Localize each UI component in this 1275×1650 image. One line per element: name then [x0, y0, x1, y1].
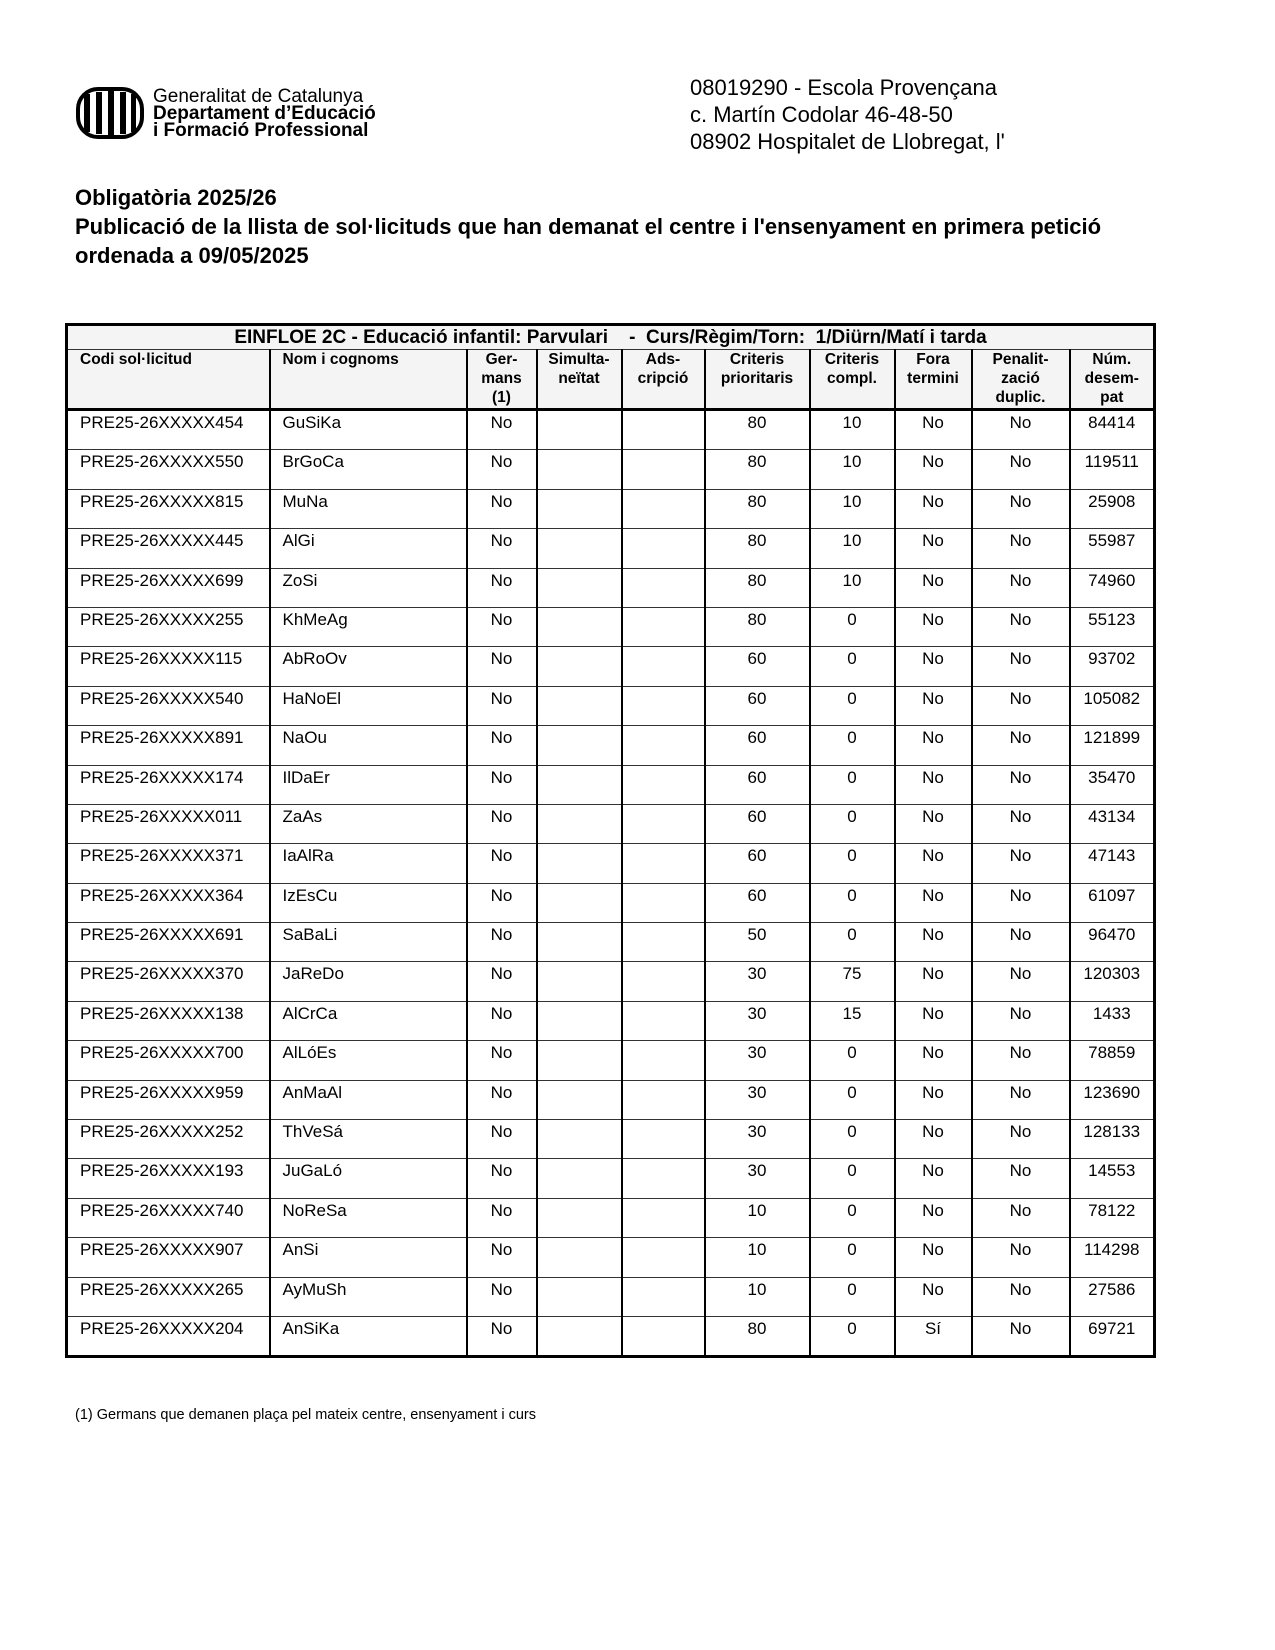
table-cell: 15 — [810, 1001, 895, 1040]
table-cell: No — [467, 1080, 537, 1119]
table-row — [67, 1080, 1155, 1119]
table-cell — [622, 489, 705, 528]
table-cell: No — [467, 962, 537, 1001]
table-cell: No — [972, 607, 1070, 646]
table-cell: PRE25-26XXXXX138 — [67, 1001, 270, 1040]
table-cell: 78859 — [1070, 1041, 1155, 1080]
table-cell: 61097 — [1070, 883, 1155, 922]
table-cell: PRE25-26XXXXX700 — [67, 1041, 270, 1080]
table-cell: PRE25-26XXXXX550 — [67, 450, 270, 489]
table-cell: No — [972, 883, 1070, 922]
table-cell: PRE25-26XXXXX445 — [67, 529, 270, 568]
table-cell — [537, 923, 622, 962]
table-cell: No — [972, 844, 1070, 883]
table-cell: 0 — [810, 1120, 895, 1159]
table-cell: 60 — [705, 647, 810, 686]
table-cell — [537, 686, 622, 725]
table-cell: 0 — [810, 1238, 895, 1277]
table-cell: PRE25-26XXXXX255 — [67, 607, 270, 646]
table-cell: ZoSi — [270, 568, 467, 607]
logo-line-1: Generalitat de Catalunya — [153, 85, 364, 107]
table-cell: No — [972, 765, 1070, 804]
table-cell: 30 — [705, 1080, 810, 1119]
table-cell: 123690 — [1070, 1080, 1155, 1119]
table-cell: No — [895, 765, 972, 804]
table-cell: JuGaLó — [270, 1159, 467, 1198]
table-cell: IaAlRa — [270, 844, 467, 883]
table-cell: No — [467, 726, 537, 765]
table-cell — [537, 765, 622, 804]
table-cell — [622, 1120, 705, 1159]
table-cell: No — [895, 607, 972, 646]
table-cell: PRE25-26XXXXX959 — [67, 1080, 270, 1119]
table-cell: No — [972, 1277, 1070, 1316]
table-cell: 96470 — [1070, 923, 1155, 962]
table-row — [67, 450, 1155, 489]
table-cell: NoReSa — [270, 1198, 467, 1237]
table-cell: PRE25-26XXXXX011 — [67, 804, 270, 843]
table-cell: AyMuSh — [270, 1277, 467, 1316]
school-city: 08902 Hospitalet de Llobregat, l' — [690, 129, 1005, 154]
table-cell: ZaAs — [270, 804, 467, 843]
table-cell: No — [895, 647, 972, 686]
table-row — [67, 962, 1155, 1001]
table-cell: No — [972, 568, 1070, 607]
school-address — [690, 74, 1005, 155]
table-cell — [622, 883, 705, 922]
table-row — [67, 765, 1155, 804]
table-cell: AnMaAl — [270, 1080, 467, 1119]
table-cell: No — [895, 568, 972, 607]
table-cell: 55987 — [1070, 529, 1155, 568]
table-cell: PRE25-26XXXXX193 — [67, 1159, 270, 1198]
table-cell — [622, 1238, 705, 1277]
table-cell: No — [467, 450, 537, 489]
table-cell: 0 — [810, 726, 895, 765]
logo-line-3: i Formació Professional — [153, 119, 369, 141]
table-row — [67, 529, 1155, 568]
table-cell — [537, 726, 622, 765]
table-cell: SaBaLi — [270, 923, 467, 962]
column-header: Criteris prioritaris — [705, 350, 810, 410]
table-row — [67, 647, 1155, 686]
table-cell: PRE25-26XXXXX115 — [67, 647, 270, 686]
table-cell: 84414 — [1070, 410, 1155, 450]
table-cell: 80 — [705, 410, 810, 450]
table-cell: No — [972, 726, 1070, 765]
table-cell: No — [895, 529, 972, 568]
table-cell — [622, 686, 705, 725]
table-cell: PRE25-26XXXXX370 — [67, 962, 270, 1001]
table-cell: No — [972, 1238, 1070, 1277]
table-row — [67, 844, 1155, 883]
table-cell: 10 — [810, 410, 895, 450]
table-cell: No — [972, 1001, 1070, 1040]
table-cell — [537, 489, 622, 528]
table-cell: No — [895, 450, 972, 489]
table-cell: ThVeSá — [270, 1120, 467, 1159]
table-cell — [537, 568, 622, 607]
title-line-1: Obligatòria 2025/26 — [75, 185, 277, 210]
table-cell — [622, 923, 705, 962]
table-cell — [537, 450, 622, 489]
table-cell: AlCrCa — [270, 1001, 467, 1040]
table-row — [67, 568, 1155, 607]
column-header: Nom i cognoms — [270, 350, 467, 410]
table-cell: No — [467, 647, 537, 686]
table-cell: 43134 — [1070, 804, 1155, 843]
table-cell: No — [895, 1120, 972, 1159]
column-header: Simulta- neïtat — [537, 350, 622, 410]
table-cell: 78122 — [1070, 1198, 1155, 1237]
table-cell: 27586 — [1070, 1277, 1155, 1316]
table-cell: 0 — [810, 1198, 895, 1237]
table-row — [67, 1159, 1155, 1198]
table-cell: 0 — [810, 607, 895, 646]
table-cell: No — [972, 1120, 1070, 1159]
generalitat-logo — [75, 86, 376, 140]
table-cell: 10 — [810, 450, 895, 489]
column-header: Criteris compl. — [810, 350, 895, 410]
table-cell — [622, 844, 705, 883]
table-cell — [622, 765, 705, 804]
table-cell: No — [895, 1041, 972, 1080]
table-cell: 0 — [810, 1316, 895, 1356]
table-cell — [537, 647, 622, 686]
table-cell — [537, 1159, 622, 1198]
table-cell — [537, 883, 622, 922]
table-cell: No — [467, 568, 537, 607]
table-cell: 50 — [705, 923, 810, 962]
table-cell: 60 — [705, 844, 810, 883]
table-cell: 30 — [705, 1001, 810, 1040]
table-cell — [537, 1041, 622, 1080]
table-cell: PRE25-26XXXXX907 — [67, 1238, 270, 1277]
table-cell — [622, 1001, 705, 1040]
table-row — [67, 883, 1155, 922]
table-cell: 80 — [705, 529, 810, 568]
table-cell: 30 — [705, 1041, 810, 1080]
table-row — [67, 489, 1155, 528]
table-cell: IzEsCu — [270, 883, 467, 922]
footnote: (1) Germans que demanen plaça pel mateix centre, ensenyament i curs — [75, 1407, 537, 1423]
column-header: Codi sol·licitud — [67, 350, 270, 410]
table-cell: 30 — [705, 962, 810, 1001]
table-cell: 128133 — [1070, 1120, 1155, 1159]
table-cell: NaOu — [270, 726, 467, 765]
table-cell: 80 — [705, 607, 810, 646]
table-cell: 10 — [705, 1277, 810, 1316]
table-cell: 0 — [810, 1277, 895, 1316]
table-cell — [537, 529, 622, 568]
table-cell — [537, 410, 622, 450]
table-cell: No — [467, 1159, 537, 1198]
table-cell: 93702 — [1070, 647, 1155, 686]
table-cell: No — [972, 1198, 1070, 1237]
table-cell: AnSiKa — [270, 1316, 467, 1356]
table-cell: PRE25-26XXXXX815 — [67, 489, 270, 528]
table-cell: 25908 — [1070, 489, 1155, 528]
table-cell: AbRoOv — [270, 647, 467, 686]
table-row — [67, 804, 1155, 843]
table-cell: 119511 — [1070, 450, 1155, 489]
table-cell: No — [467, 844, 537, 883]
table-cell — [537, 804, 622, 843]
table-cell — [622, 647, 705, 686]
table-cell: 75 — [810, 962, 895, 1001]
table-cell: No — [972, 686, 1070, 725]
table-cell — [622, 1198, 705, 1237]
table-cell: 0 — [810, 923, 895, 962]
table-row — [67, 1238, 1155, 1277]
table-cell: 80 — [705, 1316, 810, 1356]
table-cell: No — [467, 529, 537, 568]
table-cell: 121899 — [1070, 726, 1155, 765]
table-cell — [622, 1277, 705, 1316]
applications-table — [65, 323, 1156, 1358]
table-row — [67, 1316, 1155, 1356]
table-cell: No — [895, 804, 972, 843]
table-caption: EINFLOE 2C - Educació infantil: Parvulari - Curs/Règim/Torn: 1/Diürn/Matí i tarda — [67, 325, 1155, 350]
table-cell — [537, 962, 622, 1001]
table-cell: No — [972, 410, 1070, 450]
table-cell: 114298 — [1070, 1238, 1155, 1277]
table-cell: No — [895, 410, 972, 450]
table-cell — [537, 1238, 622, 1277]
table-cell: No — [972, 962, 1070, 1001]
table-row — [67, 607, 1155, 646]
column-header: Núm. desem- pat — [1070, 350, 1155, 410]
table-cell — [622, 1080, 705, 1119]
table-cell: 74960 — [1070, 568, 1155, 607]
table-cell: 60 — [705, 883, 810, 922]
table-cell: AnSi — [270, 1238, 467, 1277]
school-street: c. Martín Codolar 46-48-50 — [690, 102, 953, 127]
table-cell: No — [895, 883, 972, 922]
table-cell: 0 — [810, 1159, 895, 1198]
table-cell: No — [467, 607, 537, 646]
table-cell: 10 — [705, 1198, 810, 1237]
title-line-2: Publicació de la llista de sol·licituds que han demanat el centre i l'ensenyament en primera petició ordenada a 09/05/2025 — [75, 214, 1102, 268]
table-cell: 0 — [810, 844, 895, 883]
table-cell: PRE25-26XXXXX699 — [67, 568, 270, 607]
table-cell: PRE25-26XXXXX891 — [67, 726, 270, 765]
table-cell: 105082 — [1070, 686, 1155, 725]
table-cell — [537, 607, 622, 646]
table-cell: 55123 — [1070, 607, 1155, 646]
table-cell: No — [972, 529, 1070, 568]
table-cell: GuSiKa — [270, 410, 467, 450]
table-cell — [622, 1316, 705, 1356]
table-cell: 30 — [705, 1120, 810, 1159]
table-cell: 30 — [705, 1159, 810, 1198]
table-cell: AlGi — [270, 529, 467, 568]
table-cell — [622, 410, 705, 450]
table-row — [67, 726, 1155, 765]
table-cell — [622, 568, 705, 607]
table-cell: No — [972, 647, 1070, 686]
table-cell: No — [895, 1238, 972, 1277]
table-cell: No — [467, 1001, 537, 1040]
table-cell — [622, 1159, 705, 1198]
table-row — [67, 923, 1155, 962]
table-cell — [537, 1277, 622, 1316]
table-cell: No — [467, 686, 537, 725]
table-cell: 60 — [705, 765, 810, 804]
table-cell: No — [467, 410, 537, 450]
table-cell: No — [972, 804, 1070, 843]
table-cell: 10 — [810, 489, 895, 528]
table-cell: No — [972, 1041, 1070, 1080]
table-cell: Sí — [895, 1316, 972, 1356]
table-cell: No — [467, 883, 537, 922]
table-cell — [622, 607, 705, 646]
table-cell — [537, 1001, 622, 1040]
column-header: Ger- mans (1) — [467, 350, 537, 410]
table-cell: 0 — [810, 883, 895, 922]
table-row — [67, 1198, 1155, 1237]
table-cell: No — [895, 1080, 972, 1119]
table-cell: 60 — [705, 686, 810, 725]
table-cell — [537, 1080, 622, 1119]
table-cell: No — [972, 450, 1070, 489]
table-cell: PRE25-26XXXXX265 — [67, 1277, 270, 1316]
table-cell: 14553 — [1070, 1159, 1155, 1198]
table-cell: 80 — [705, 568, 810, 607]
table-cell — [622, 804, 705, 843]
table-row — [67, 686, 1155, 725]
school-name: 08019290 - Escola Provençana — [690, 75, 997, 100]
table-cell: 0 — [810, 765, 895, 804]
table-cell: BrGoCa — [270, 450, 467, 489]
table-cell: PRE25-26XXXXX540 — [67, 686, 270, 725]
table-row — [67, 1041, 1155, 1080]
table-cell: No — [467, 923, 537, 962]
table-cell: 10 — [810, 568, 895, 607]
table-cell: 0 — [810, 1041, 895, 1080]
table-cell: PRE25-26XXXXX371 — [67, 844, 270, 883]
table-cell: No — [467, 1198, 537, 1237]
table-cell: 0 — [810, 647, 895, 686]
page-title — [75, 183, 1185, 270]
generalitat-emblem-icon — [75, 86, 145, 140]
table-cell: No — [895, 726, 972, 765]
table-cell: PRE25-26XXXXX740 — [67, 1198, 270, 1237]
table-cell: 10 — [810, 529, 895, 568]
table-cell: 0 — [810, 686, 895, 725]
table-cell — [537, 1316, 622, 1356]
table-cell: No — [895, 1198, 972, 1237]
table-cell: PRE25-26XXXXX691 — [67, 923, 270, 962]
table-cell: HaNoEl — [270, 686, 467, 725]
table-cell: No — [895, 489, 972, 528]
table-row — [67, 1277, 1155, 1316]
table-cell: AlLóEs — [270, 1041, 467, 1080]
table-row — [67, 1120, 1155, 1159]
table-cell: No — [467, 1120, 537, 1159]
table-cell: No — [895, 962, 972, 1001]
table-cell: No — [467, 1041, 537, 1080]
table-cell: No — [467, 765, 537, 804]
table-cell: No — [972, 1159, 1070, 1198]
table-cell: No — [895, 1159, 972, 1198]
table-cell: No — [895, 686, 972, 725]
table-cell: PRE25-26XXXXX252 — [67, 1120, 270, 1159]
table-cell: No — [972, 923, 1070, 962]
table-cell: 35470 — [1070, 765, 1155, 804]
table-cell — [622, 1041, 705, 1080]
table-cell: No — [467, 1238, 537, 1277]
table-cell: 60 — [705, 726, 810, 765]
logo-line-2: Departament d’Educació — [153, 102, 376, 124]
table-cell: No — [467, 1277, 537, 1316]
table-cell: 80 — [705, 489, 810, 528]
table-cell: 0 — [810, 1080, 895, 1119]
table-cell: No — [895, 1277, 972, 1316]
table-row — [67, 1001, 1155, 1040]
column-header: Ads- cripció — [622, 350, 705, 410]
column-header: Fora termini — [895, 350, 972, 410]
table-cell — [537, 844, 622, 883]
table-cell: No — [467, 804, 537, 843]
table-cell — [537, 1120, 622, 1159]
table-cell: 120303 — [1070, 962, 1155, 1001]
table-cell: 0 — [810, 804, 895, 843]
table-cell: KhMeAg — [270, 607, 467, 646]
table-cell — [622, 726, 705, 765]
table-cell: PRE25-26XXXXX204 — [67, 1316, 270, 1356]
table-cell: PRE25-26XXXXX364 — [67, 883, 270, 922]
table-cell: 60 — [705, 804, 810, 843]
table-cell: No — [972, 1316, 1070, 1356]
table-cell: No — [972, 1080, 1070, 1119]
table-cell: PRE25-26XXXXX454 — [67, 410, 270, 450]
table-cell: No — [467, 489, 537, 528]
table-cell: 10 — [705, 1238, 810, 1277]
table-row — [67, 410, 1155, 450]
table-cell — [622, 962, 705, 1001]
table-cell: JaReDo — [270, 962, 467, 1001]
table-cell: 80 — [705, 450, 810, 489]
table-cell: No — [467, 1316, 537, 1356]
table-cell — [537, 1198, 622, 1237]
table-cell: 47143 — [1070, 844, 1155, 883]
table-cell: 69721 — [1070, 1316, 1155, 1356]
table-cell: No — [895, 1001, 972, 1040]
table-cell: MuNa — [270, 489, 467, 528]
table-cell: IlDaEr — [270, 765, 467, 804]
table-cell: No — [895, 844, 972, 883]
table-cell: 1433 — [1070, 1001, 1155, 1040]
table-cell — [622, 529, 705, 568]
table-cell: No — [895, 923, 972, 962]
table-cell: PRE25-26XXXXX174 — [67, 765, 270, 804]
column-header: Penalit- zació duplic. — [972, 350, 1070, 410]
table-cell: No — [972, 489, 1070, 528]
table-cell — [622, 450, 705, 489]
